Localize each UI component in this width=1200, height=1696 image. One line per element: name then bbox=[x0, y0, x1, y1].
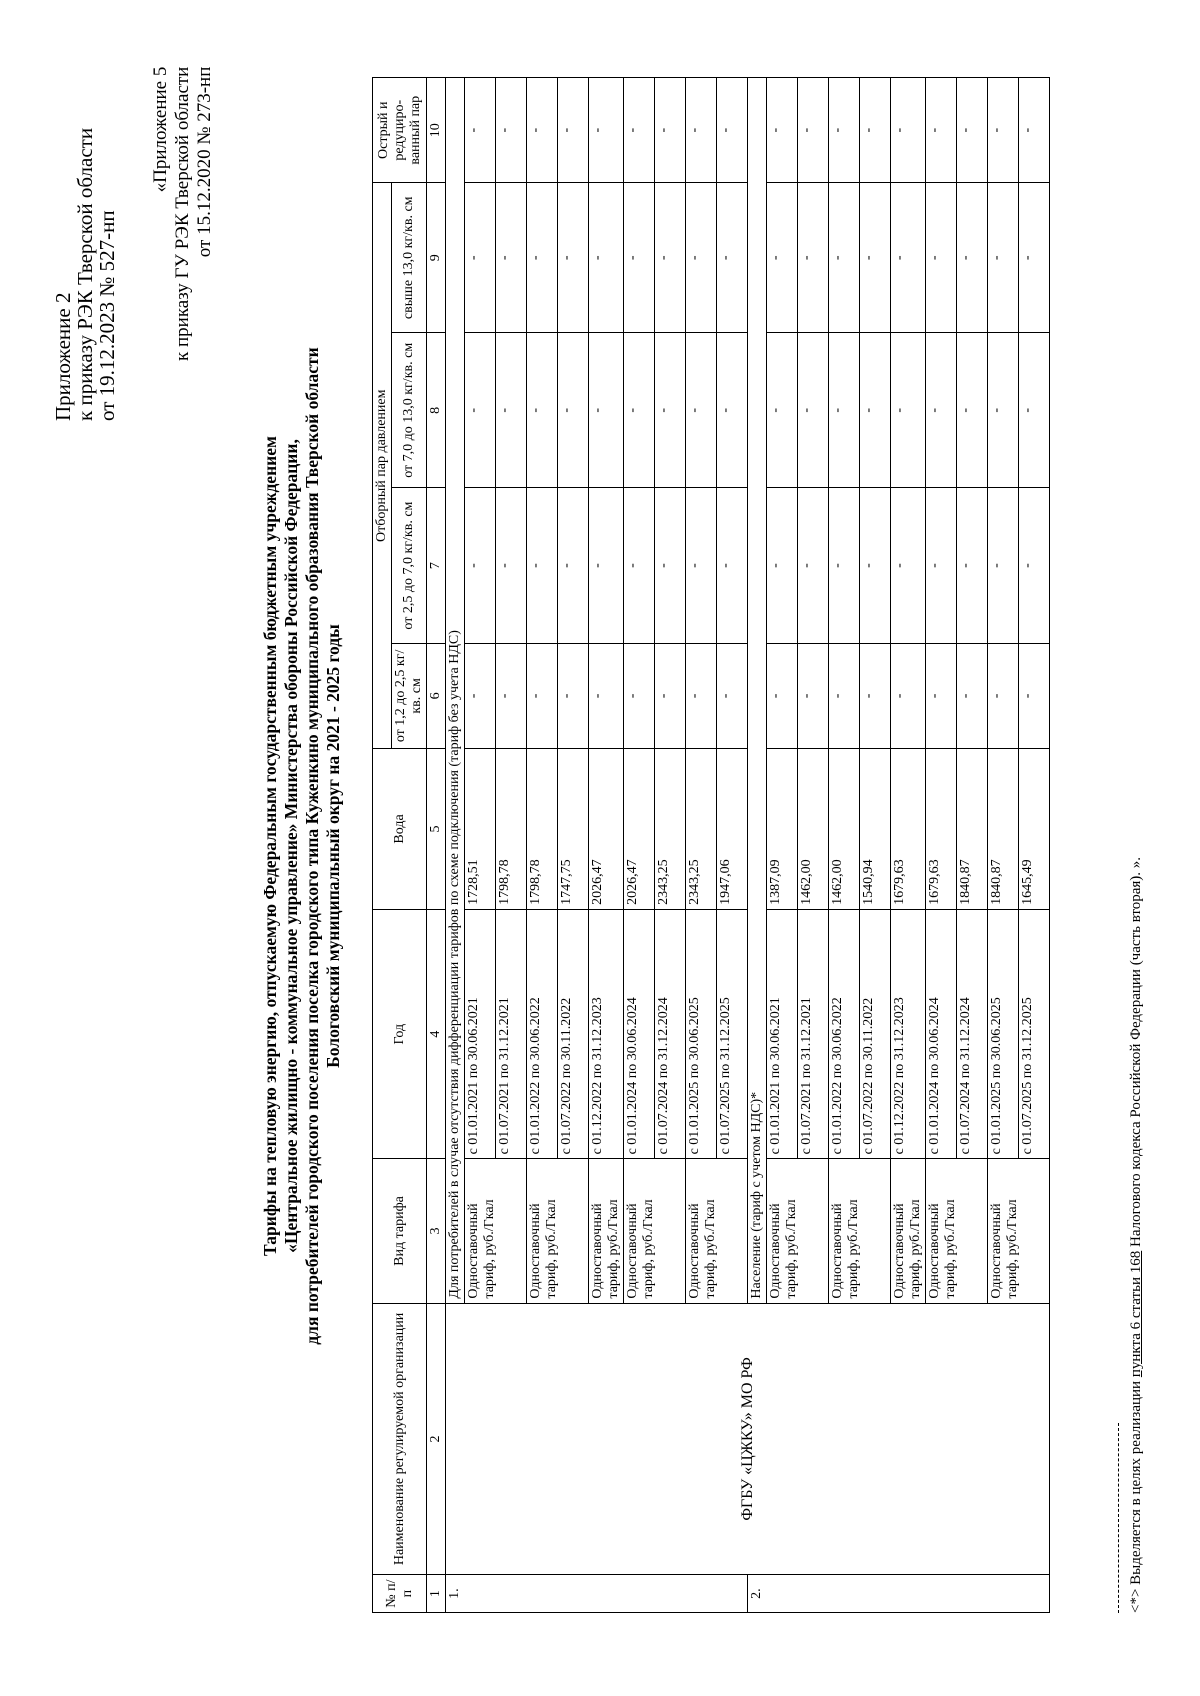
steam-tariff-cell: - bbox=[891, 333, 926, 488]
period-cell: с 01.12.2022 по 31.12.2023 bbox=[589, 909, 624, 1159]
period-cell: с 01.01.2024 по 30.06.2024 bbox=[624, 909, 655, 1159]
water-tariff-cell: 1840,87 bbox=[988, 749, 1019, 910]
water-tariff-cell: 2026,47 bbox=[624, 749, 655, 910]
period-cell: с 01.01.2022 по 30.06.2022 bbox=[829, 909, 860, 1159]
tariff-type-cell: Одноставочный тариф, руб./Гкал bbox=[988, 1159, 1050, 1303]
colnum: 10 bbox=[427, 78, 446, 183]
section-number: 2. bbox=[748, 1575, 1050, 1613]
steam-tariff-cell: - bbox=[527, 333, 558, 488]
steam-tariff-cell: - bbox=[988, 78, 1019, 183]
header-pressure-1: от 1,2 до 2,5 кг/кв. см bbox=[392, 643, 427, 748]
steam-tariff-cell: - bbox=[1019, 333, 1050, 488]
steam-tariff-cell: - bbox=[957, 488, 988, 643]
header-row-1 bbox=[373, 78, 392, 1613]
title-line2: «Центральное жилищно - коммунальное управление» Министерства обороны Российской Федерации, bbox=[281, 439, 301, 1253]
water-tariff-cell: 1540,94 bbox=[860, 749, 891, 910]
water-tariff-cell: 1798,78 bbox=[496, 749, 527, 910]
water-tariff-cell: 1462,00 bbox=[829, 749, 860, 910]
steam-tariff-cell: - bbox=[957, 78, 988, 183]
column-number-row bbox=[427, 78, 446, 1613]
steam-tariff-cell: - bbox=[589, 488, 624, 643]
footnote-text-1: <*> Выделяется в целях реализации bbox=[1128, 1377, 1144, 1613]
steam-tariff-cell: - bbox=[465, 333, 496, 488]
steam-tariff-cell: - bbox=[624, 183, 655, 333]
title-line4: Бологовский муниципальный округ на 2021 - 2025 годы bbox=[323, 624, 343, 1068]
appendix-2-heading bbox=[52, 128, 118, 421]
footnote-reference: пункта 6 статьи 168 bbox=[1128, 1250, 1144, 1378]
steam-tariff-cell: - bbox=[496, 78, 527, 183]
steam-tariff-cell: - bbox=[829, 333, 860, 488]
tariff-type-cell: Одноставочный тариф, руб./Гкал bbox=[589, 1159, 624, 1303]
steam-tariff-cell: - bbox=[589, 183, 624, 333]
header-org: Наименование регулируемой организации bbox=[373, 1303, 427, 1575]
steam-tariff-cell: - bbox=[829, 78, 860, 183]
period-cell: с 01.01.2021 по 30.06.2021 bbox=[767, 909, 798, 1159]
steam-tariff-cell: - bbox=[624, 333, 655, 488]
steam-tariff-cell: - bbox=[891, 78, 926, 183]
steam-tariff-cell: - bbox=[496, 643, 527, 748]
appendix-5-heading bbox=[150, 67, 216, 361]
colnum: 7 bbox=[427, 488, 446, 643]
steam-tariff-cell: - bbox=[558, 488, 589, 643]
steam-tariff-cell: - bbox=[767, 333, 798, 488]
appendix-2-line2: к приказу РЭК Тверской области bbox=[73, 127, 97, 421]
tariff-type-cell: Одноставочный тариф, руб./Гкал bbox=[686, 1159, 748, 1303]
steam-tariff-cell: - bbox=[988, 488, 1019, 643]
colnum: 6 bbox=[427, 643, 446, 748]
steam-tariff-cell: - bbox=[465, 78, 496, 183]
tariff-table-body bbox=[446, 78, 1050, 1613]
period-cell: с 01.12.2022 по 31.12.2023 bbox=[891, 909, 926, 1159]
period-cell: с 01.01.2022 по 30.06.2022 bbox=[527, 909, 558, 1159]
steam-tariff-cell: - bbox=[717, 643, 748, 748]
steam-tariff-cell: - bbox=[860, 183, 891, 333]
colnum: 5 bbox=[427, 749, 446, 910]
steam-tariff-cell: - bbox=[1019, 78, 1050, 183]
steam-tariff-cell: - bbox=[496, 488, 527, 643]
steam-tariff-cell: - bbox=[988, 643, 1019, 748]
tariff-type-cell: Одноставочный тариф, руб./Гкал bbox=[767, 1159, 829, 1303]
steam-tariff-cell: - bbox=[829, 643, 860, 748]
steam-tariff-cell: - bbox=[926, 643, 957, 748]
steam-tariff-cell: - bbox=[798, 183, 829, 333]
colnum: 8 bbox=[427, 333, 446, 488]
steam-tariff-cell: - bbox=[589, 333, 624, 488]
tariff-type-cell: Одноставочный тариф, руб./Гкал bbox=[527, 1159, 589, 1303]
steam-tariff-cell: - bbox=[465, 643, 496, 748]
steam-tariff-cell: - bbox=[926, 333, 957, 488]
appendix-5-line3: от 15.12.2020 № 273-нп bbox=[194, 66, 215, 258]
steam-tariff-cell: - bbox=[926, 78, 957, 183]
steam-tariff-cell: - bbox=[655, 78, 686, 183]
steam-tariff-cell: - bbox=[527, 488, 558, 643]
steam-tariff-cell: - bbox=[527, 643, 558, 748]
steam-tariff-cell: - bbox=[589, 643, 624, 748]
water-tariff-cell: 1798,78 bbox=[527, 749, 558, 910]
water-tariff-cell: 1462,00 bbox=[798, 749, 829, 910]
tariff-table bbox=[372, 77, 1050, 1613]
steam-tariff-cell: - bbox=[655, 183, 686, 333]
water-tariff-cell: 1947,06 bbox=[717, 749, 748, 910]
tariff-type-cell: Одноставочный тариф, руб./Гкал bbox=[829, 1159, 891, 1303]
steam-tariff-cell: - bbox=[1019, 488, 1050, 643]
water-tariff-cell: 1728,51 bbox=[465, 749, 496, 910]
period-cell: с 01.07.2021 по 31.12.2021 bbox=[798, 909, 829, 1159]
footnote-text-2: Налогового кодекса Российской Федерации (часть вторая). ». bbox=[1128, 856, 1144, 1251]
steam-tariff-cell: - bbox=[717, 183, 748, 333]
organization-name: ФГБУ «ЦЖКУ» МО РФ bbox=[446, 1303, 1050, 1575]
period-cell: с 01.07.2021 по 31.12.2021 bbox=[496, 909, 527, 1159]
steam-tariff-cell: - bbox=[686, 333, 717, 488]
steam-tariff-cell: - bbox=[717, 333, 748, 488]
header-steam: Отборный пар давлением bbox=[373, 183, 392, 749]
steam-tariff-cell: - bbox=[558, 333, 589, 488]
period-cell: с 01.07.2024 по 31.12.2024 bbox=[655, 909, 686, 1159]
steam-tariff-cell: - bbox=[1019, 643, 1050, 748]
steam-tariff-cell: - bbox=[686, 78, 717, 183]
appendix-5-line2: к приказу ГУ РЭК Тверской области bbox=[172, 66, 193, 361]
tariff-type-cell: Одноставочный тариф, руб./Гкал bbox=[465, 1159, 527, 1303]
steam-tariff-cell: - bbox=[655, 333, 686, 488]
period-cell: с 01.07.2025 по 31.12.2025 bbox=[717, 909, 748, 1159]
steam-tariff-cell: - bbox=[767, 78, 798, 183]
steam-tariff-cell: - bbox=[624, 488, 655, 643]
header-num: № п/ п bbox=[373, 1575, 427, 1613]
section-number: 1. bbox=[446, 1575, 748, 1613]
period-cell: с 01.01.2021 по 30.06.2021 bbox=[465, 909, 496, 1159]
steam-tariff-cell: - bbox=[624, 643, 655, 748]
steam-tariff-cell: - bbox=[465, 488, 496, 643]
steam-tariff-cell: - bbox=[860, 643, 891, 748]
steam-tariff-cell: - bbox=[957, 333, 988, 488]
steam-tariff-cell: - bbox=[655, 643, 686, 748]
steam-tariff-cell: - bbox=[655, 488, 686, 643]
footnote bbox=[1128, 113, 1145, 1613]
steam-tariff-cell: - bbox=[798, 78, 829, 183]
steam-tariff-cell: - bbox=[860, 333, 891, 488]
header-water: Вода bbox=[373, 749, 427, 910]
steam-tariff-cell: - bbox=[860, 488, 891, 643]
steam-tariff-cell: - bbox=[589, 78, 624, 183]
water-tariff-cell: 1747,75 bbox=[558, 749, 589, 910]
water-tariff-cell: 1679,63 bbox=[926, 749, 957, 910]
tariff-type-cell: Одноставочный тариф, руб./Гкал bbox=[624, 1159, 686, 1303]
steam-tariff-cell: - bbox=[926, 488, 957, 643]
header-tariff-type: Вид тарифа bbox=[373, 1159, 427, 1303]
title-line3: для потребителей городского поселения поселка городского типа Куженкино муниципального образования Тверской области bbox=[302, 347, 322, 1345]
steam-tariff-cell: - bbox=[767, 643, 798, 748]
appendix-2-line1: Приложение 2 bbox=[51, 292, 75, 421]
water-tariff-cell: 1840,87 bbox=[957, 749, 988, 910]
header-year: Год bbox=[373, 909, 427, 1159]
steam-tariff-cell: - bbox=[465, 183, 496, 333]
water-tariff-cell: 1645,49 bbox=[1019, 749, 1050, 910]
header-pressure-2: от 2,5 до 7,0 кг/кв. см bbox=[392, 488, 427, 643]
steam-tariff-cell: - bbox=[1019, 183, 1050, 333]
steam-tariff-cell: - bbox=[527, 183, 558, 333]
period-cell: с 01.07.2024 по 31.12.2024 bbox=[957, 909, 988, 1159]
steam-tariff-cell: - bbox=[767, 183, 798, 333]
period-cell: с 01.01.2025 по 30.06.2025 bbox=[988, 909, 1019, 1159]
colnum: 3 bbox=[427, 1159, 446, 1303]
water-tariff-cell: 1679,63 bbox=[891, 749, 926, 910]
steam-tariff-cell: - bbox=[829, 183, 860, 333]
tariff-type-cell: Одноставочный тариф, руб./Гкал bbox=[926, 1159, 988, 1303]
steam-tariff-cell: - bbox=[891, 488, 926, 643]
steam-tariff-cell: - bbox=[891, 643, 926, 748]
steam-tariff-cell: - bbox=[496, 183, 527, 333]
water-tariff-cell: 2343,25 bbox=[686, 749, 717, 910]
tariff-type-cell: Одноставочный тариф, руб./Гкал bbox=[891, 1159, 926, 1303]
steam-tariff-cell: - bbox=[558, 183, 589, 333]
water-tariff-cell: 1387,09 bbox=[767, 749, 798, 910]
colnum: 9 bbox=[427, 183, 446, 333]
section-row bbox=[446, 78, 465, 1613]
steam-tariff-cell: - bbox=[717, 488, 748, 643]
steam-tariff-cell: - bbox=[686, 488, 717, 643]
section-title: Население (тариф с учетом НДС)* bbox=[748, 78, 767, 1304]
steam-tariff-cell: - bbox=[767, 488, 798, 643]
period-cell: с 01.01.2025 по 30.06.2025 bbox=[686, 909, 717, 1159]
steam-tariff-cell: - bbox=[829, 488, 860, 643]
section-title: Для потребителей в случае отсутствия дифференциации тарифов по схеме подключения (тариф без учета НДС) bbox=[446, 78, 465, 1304]
steam-tariff-cell: - bbox=[686, 183, 717, 333]
colnum: 4 bbox=[427, 909, 446, 1159]
steam-tariff-cell: - bbox=[717, 78, 748, 183]
steam-tariff-cell: - bbox=[558, 643, 589, 748]
steam-tariff-cell: - bbox=[624, 78, 655, 183]
water-tariff-cell: 2343,25 bbox=[655, 749, 686, 910]
header-pressure-3: от 7,0 до 13,0 кг/кв. см bbox=[392, 333, 427, 488]
steam-tariff-cell: - bbox=[798, 488, 829, 643]
steam-tariff-cell: - bbox=[527, 78, 558, 183]
steam-tariff-cell: - bbox=[798, 643, 829, 748]
steam-tariff-cell: - bbox=[957, 183, 988, 333]
header-sharp-steam: Острый и редуциро-ванный пар bbox=[373, 78, 427, 183]
period-cell: с 01.01.2024 по 30.06.2024 bbox=[926, 909, 957, 1159]
appendix-5-line1: «Приложение 5 bbox=[150, 66, 171, 193]
steam-tariff-cell: - bbox=[988, 333, 1019, 488]
steam-tariff-cell: - bbox=[496, 333, 527, 488]
steam-tariff-cell: - bbox=[686, 643, 717, 748]
document-title bbox=[260, 266, 344, 1426]
title-line1: Тарифы на тепловую энергию, отпускаемую Федеральным государственным бюджетным учреждением bbox=[260, 436, 280, 1256]
period-cell: с 01.07.2025 по 31.12.2025 bbox=[1019, 909, 1050, 1159]
steam-tariff-cell: - bbox=[798, 333, 829, 488]
steam-tariff-cell: - bbox=[988, 183, 1019, 333]
steam-tariff-cell: - bbox=[957, 643, 988, 748]
water-tariff-cell: 2026,47 bbox=[589, 749, 624, 910]
steam-tariff-cell: - bbox=[891, 183, 926, 333]
period-cell: с 01.07.2022 по 30.11.2022 bbox=[860, 909, 891, 1159]
header-pressure-4: свыше 13,0 кг/кв. см bbox=[392, 183, 427, 333]
period-cell: с 01.07.2022 по 30.11.2022 bbox=[558, 909, 589, 1159]
colnum: 1 bbox=[427, 1575, 446, 1613]
appendix-2-line3: от 19.12.2023 № 527-нп bbox=[95, 210, 119, 421]
steam-tariff-cell: - bbox=[926, 183, 957, 333]
steam-tariff-cell: - bbox=[860, 78, 891, 183]
colnum: 2 bbox=[427, 1303, 446, 1575]
steam-tariff-cell: - bbox=[558, 78, 589, 183]
footnote-divider bbox=[1118, 1423, 1119, 1613]
